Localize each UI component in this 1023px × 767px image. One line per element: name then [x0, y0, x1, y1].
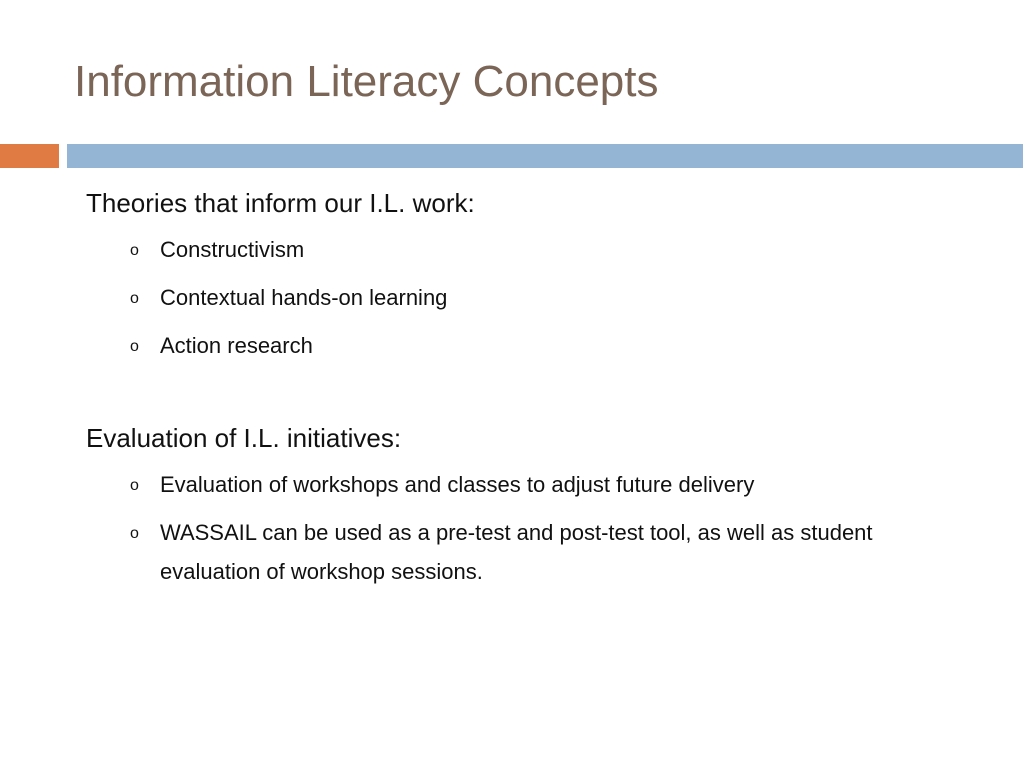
list-item-text: Contextual hands-on learning — [160, 285, 448, 310]
bullet-circle-icon: o — [130, 525, 139, 542]
list-item-text: WASSAIL can be used as a pre-test and post-test tool, as well as student evaluation of workshop sessions. — [160, 520, 873, 584]
section-heading-theories: Theories that inform our I.L. work: — [86, 188, 475, 218]
bullet-circle-icon: o — [130, 477, 139, 494]
list-item — [86, 513, 920, 591]
evaluation-list — [86, 465, 920, 600]
list-item — [86, 230, 920, 269]
list-item — [86, 326, 920, 365]
bullet-circle-icon: o — [130, 290, 139, 307]
list-item-text: Constructivism — [160, 237, 305, 262]
list-item-text: Action research — [160, 333, 313, 358]
bullet-circle-icon: o — [130, 338, 139, 355]
list-item-text: Evaluation of workshops and classes to adjust future delivery — [160, 472, 755, 497]
slide-title: Information Literacy Concepts — [74, 57, 659, 106]
theories-list — [86, 230, 920, 374]
list-item — [86, 278, 920, 317]
accent-bar-blue — [67, 144, 1023, 168]
section-heading-evaluation: Evaluation of I.L. initiatives: — [86, 423, 402, 453]
accent-bar-orange — [0, 144, 59, 168]
bullet-circle-icon: o — [130, 242, 139, 259]
list-item — [86, 465, 920, 504]
